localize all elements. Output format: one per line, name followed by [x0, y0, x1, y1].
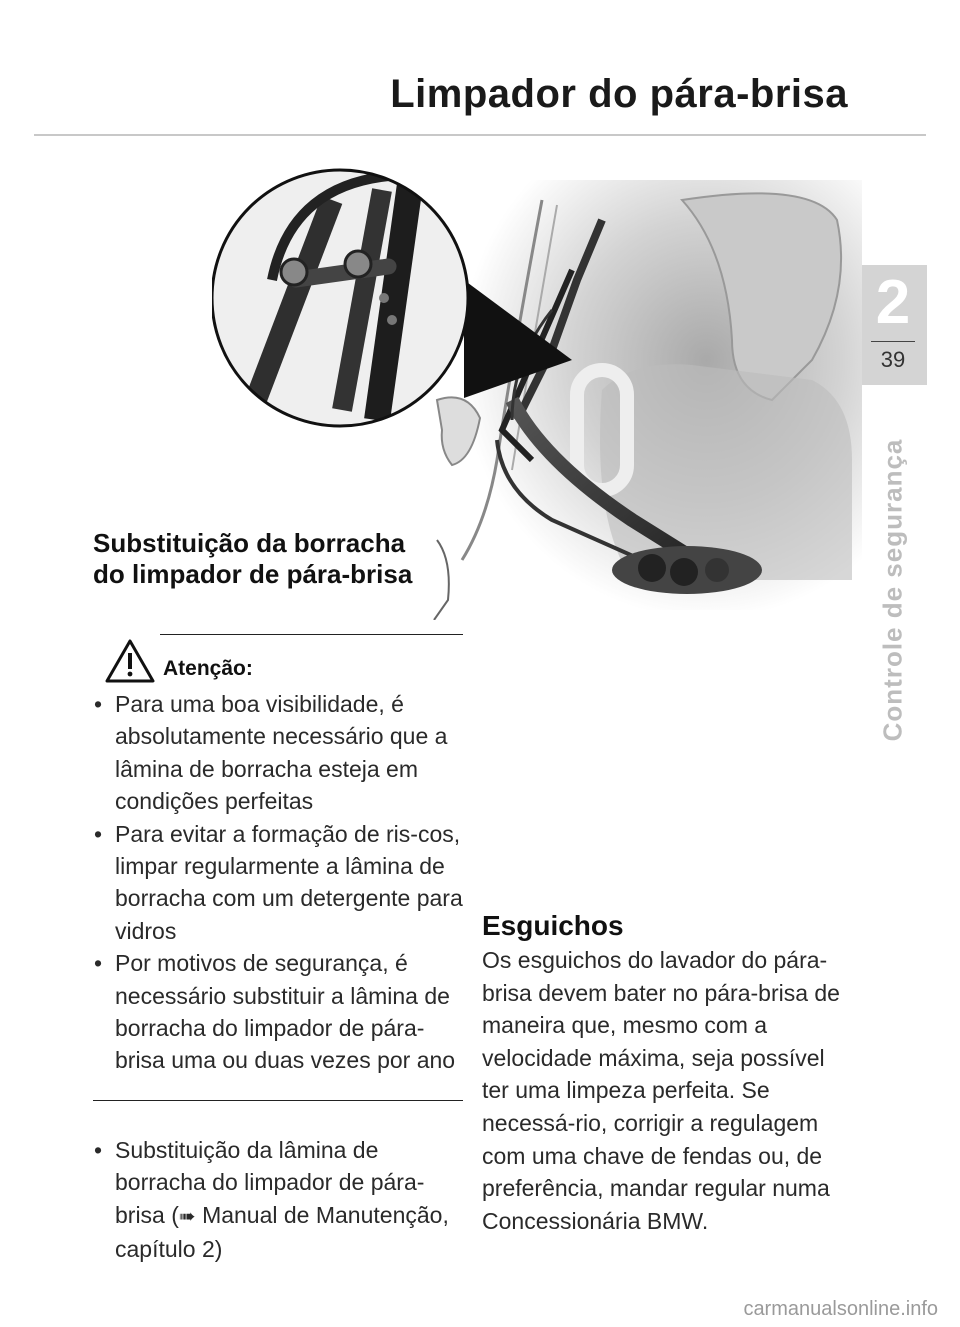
- step-reference: Manual de Manutenção, capítulo 2): [115, 1201, 449, 1263]
- watermark: carmanualsonline.info: [743, 1298, 938, 1320]
- list-item: • Para uma boa visibilidade, é absolutamente necessário que a lâmina de borracha esteja em condições perfeitas: [93, 688, 465, 818]
- list-item: [93, 1134, 465, 1266]
- replacement-heading: [93, 528, 473, 590]
- chapter-number: 2: [875, 268, 911, 337]
- warning-title: Atenção:: [163, 657, 253, 680]
- header-divider: [34, 134, 926, 136]
- chapter-tab: [859, 265, 927, 385]
- chapter-divider: [871, 341, 915, 342]
- warning-list: [93, 688, 465, 1077]
- page-title: Limpador do pára-brisa: [390, 72, 848, 116]
- esguichos-heading: Esguichos: [482, 910, 624, 941]
- esguichos-body: Os esguichos do lavador do pára-brisa devem bater no pára-brisa de maneira que, mesmo com a velocidade máxima, seja possível ter uma limpeza perfeita. Se necessá-rio, corrigir a regulagem com uma chave de fendas ou, de preferência, mandar regular numa Concessionária BMW.: [482, 947, 840, 1234]
- step-text: Substituição da lâmina de borracha do limpador de pára-brisa (: [115, 1137, 425, 1228]
- list-item: • Para evitar a formação de ris-cos, limpar regularmente a lâmina de borracha com um detergente para vidros: [93, 818, 465, 948]
- replacement-heading-line2: do limpador de pára-brisa: [93, 559, 413, 589]
- warning-top-rule: [160, 634, 463, 635]
- seat-shape: [600, 364, 852, 580]
- section-title-vertical: Controle de segurança: [877, 438, 908, 742]
- page-number: 39: [880, 347, 906, 372]
- warning-triangle-icon: [104, 638, 156, 684]
- replacement-heading-line1: Substituição da borracha: [93, 528, 406, 558]
- steps-list: [93, 1134, 465, 1266]
- warning-bottom-rule: [93, 1100, 463, 1101]
- list-item: • Por motivos de segurança, é necessário substituir a lâmina de borracha do limpador de pára-brisa uma ou duas vezes por ano: [93, 947, 465, 1077]
- arrow-right-icon: ➠: [178, 1205, 196, 1228]
